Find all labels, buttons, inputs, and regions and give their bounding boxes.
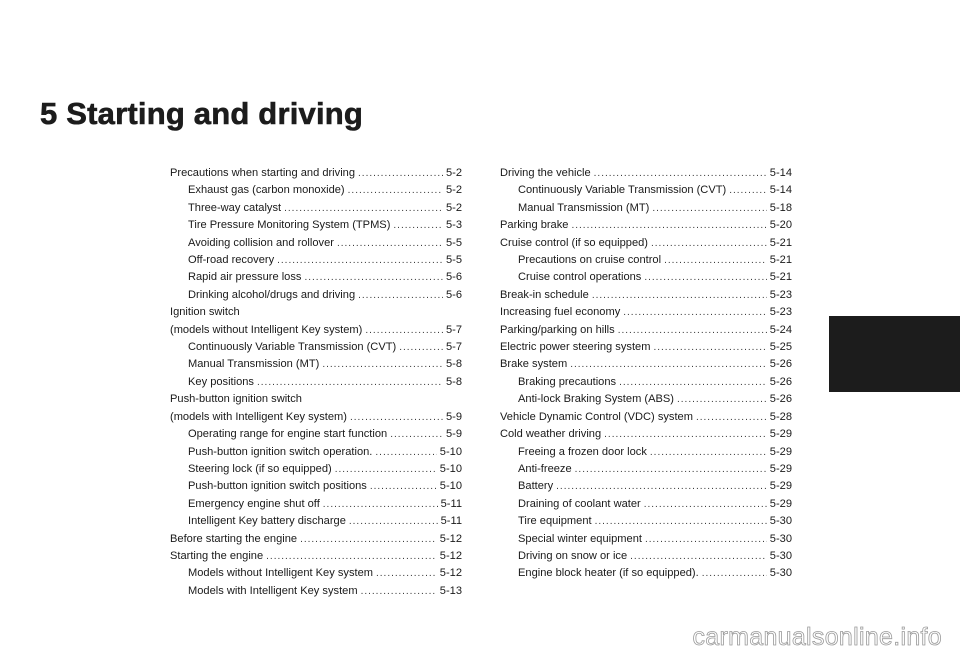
toc-leader-dots [300,531,437,548]
toc-leader-dots [349,513,438,530]
toc-entry-label: Three-way catalyst [188,201,282,214]
toc-page-number: 5-14 [769,167,792,179]
toc-page-number: 5-29 [769,480,792,493]
toc-leader-dots [257,374,443,391]
toc-subentry[interactable] [170,496,462,513]
toc-page-number: 5-10 [439,480,462,493]
toc-page-number: 5-5 [445,254,462,267]
toc-page-number: 5-11 [440,515,462,528]
toc-entry-label: Drinking alcohol/drugs and driving [188,288,356,301]
toc-page-number: 5-23 [769,288,792,301]
toc-leader-dots [630,548,767,565]
toc-entry-label: Cold weather driving [500,428,602,441]
toc-entry-label: Precautions when starting and driving [170,167,356,179]
toc-entry-label: Manual Transmission (MT) [518,201,650,214]
toc-page-number: 5-9 [445,428,462,441]
toc-entry-label: Steering lock (if so equipped) [188,462,332,475]
toc-subentry[interactable] [170,200,462,217]
toc-subentry[interactable] [500,513,792,530]
toc-subentry[interactable] [500,252,792,269]
toc-leader-dots [348,182,443,199]
toc-page-number: 5-26 [769,393,792,406]
toc-leader-dots [375,444,436,461]
toc-entry[interactable] [500,426,792,443]
toc-leader-dots [653,339,766,356]
toc-leader-dots [664,252,767,269]
toc-entry[interactable] [500,235,792,252]
toc-entry-label: Tire equipment [518,515,592,528]
toc-leader-dots [335,461,437,478]
toc-entry[interactable] [500,304,792,321]
toc-entry-label: Driving on snow or ice [518,549,628,562]
toc-leader-dots [399,339,443,356]
toc-subentry[interactable] [500,548,792,565]
toc-page-number: 5-6 [445,288,462,301]
toc-subentry[interactable] [170,269,462,286]
toc-leader-dots [376,565,437,582]
toc-entry-label: Intelligent Key battery discharge [188,515,346,528]
toc-leader-dots [358,165,443,182]
toc-subentry[interactable] [170,374,462,391]
toc-page-number: 5-12 [439,532,462,545]
toc-leader-dots [350,409,443,426]
toc-subentry[interactable] [500,200,792,217]
toc-leader-dots [575,461,767,478]
toc-leader-dots [393,217,443,234]
toc-subentry[interactable] [500,444,792,461]
toc-subentry[interactable] [500,565,792,582]
toc-page-number: 5-2 [445,201,462,214]
toc-entry-label: Precautions on cruise control [518,254,662,267]
toc-leader-dots [556,478,767,495]
toc-leader-dots [277,252,443,269]
toc-entry-label: Braking precautions [518,375,617,388]
toc-entry-label: Continuously Variable Transmission (CVT) [188,341,397,354]
toc-page-number: 5-10 [439,462,462,475]
toc-subentry[interactable] [170,252,462,269]
toc-entry-label: Push-button ignition switch positions [188,480,367,493]
toc-leader-dots [571,217,766,234]
toc-subentry[interactable] [500,374,792,391]
toc-page-number: 5-21 [769,254,792,267]
toc-page-number: 5-26 [769,375,792,388]
toc-leader-dots [595,513,767,530]
toc-entry[interactable] [170,548,462,565]
toc-entry-label: Electric power steering system [500,341,651,354]
toc-leader-dots [696,409,767,426]
toc-entry-label: Operating range for engine start function [188,428,388,441]
toc-page-number: 5-30 [769,549,792,562]
toc-entry-label: Draining of coolant water [518,497,641,510]
toc-subentry[interactable] [170,426,462,443]
watermark: carmanualsonline.info [692,623,942,651]
toc-page-number: 5-30 [769,567,792,580]
toc-page-number: 5-20 [769,219,792,232]
toc-page-number: 5-11 [440,497,462,510]
toc-page-number: 5-21 [769,236,792,249]
toc-entry-label: Cruise control (if so equipped) [500,236,648,249]
toc-leader-dots [604,426,767,443]
toc-subentry[interactable] [170,356,462,373]
toc-entry-label: Cruise control operations [518,271,642,284]
toc-subentry[interactable] [170,287,462,304]
toc-page-number: 5-3 [445,219,462,232]
toc-entry[interactable] [500,356,792,373]
toc-subentry[interactable] [170,182,462,199]
toc-subentry[interactable] [170,444,462,461]
toc-entry-label: Anti-lock Braking System (ABS) [518,393,674,406]
toc-page-number: 5-21 [769,271,792,284]
toc-entry-label: Vehicle Dynamic Control (VDC) system [500,410,693,423]
toc-page-number: 5-25 [769,341,792,354]
toc-page-number: 5-2 [445,184,462,197]
toc-subentry[interactable] [170,217,462,234]
toc-entry-label: Models without Intelligent Key system [188,567,373,580]
toc-page-number: 5-12 [439,567,462,580]
toc-subentry[interactable] [170,235,462,252]
toc-leader-dots [284,200,443,217]
toc-entry-label: Increasing fuel economy [500,306,621,319]
toc-entry-label: Driving the vehicle [500,167,591,179]
toc-leader-dots [361,583,437,600]
toc-entry-label: (models without Intelligent Key system) [170,323,363,336]
toc-entry[interactable] [500,322,792,339]
toc-column-right [500,165,792,583]
chapter-tab [829,316,960,392]
toc-page-number: 5-6 [445,271,462,284]
toc-subentry[interactable] [170,461,462,478]
toc-subentry[interactable] [170,565,462,582]
toc-entry-label: Engine block heater (if so equipped). [518,567,699,580]
toc-entry[interactable] [170,531,462,548]
toc-entry-label: Off-road recovery [188,254,275,267]
toc-entry-label: Rapid air pressure loss [188,271,302,284]
toc-entry-label: Continuously Variable Transmission (CVT) [518,184,727,197]
toc-page-number: 5-7 [445,323,462,336]
toc-subentry[interactable] [500,461,792,478]
toc-page-number: 5-29 [769,497,792,510]
toc-entry-label: Parking brake [500,219,569,232]
toc-entry-label: Key positions [188,375,254,388]
toc-leader-dots [592,287,767,304]
toc-leader-dots [594,165,767,182]
toc-entry[interactable] [500,409,792,426]
toc-leader-dots [645,531,767,548]
toc-page-number: 5-30 [769,532,792,545]
toc-subentry[interactable] [500,391,792,408]
toc-subentry[interactable] [500,496,792,513]
toc-page-number: 5-23 [769,306,792,319]
toc-page-number: 5-12 [439,549,462,562]
toc-entry[interactable] [170,322,462,339]
toc-page-number: 5-13 [439,584,462,597]
toc-leader-dots [652,200,766,217]
toc-entry-label: Manual Transmission (MT) [188,358,320,371]
toc-leader-dots [266,548,437,565]
toc-subentry[interactable] [170,583,462,600]
toc-entry-label: Special winter equipment [518,532,642,545]
toc-entry-label: Avoiding collision and rollover [188,236,334,249]
toc-page-number: 5-2 [445,167,462,179]
toc-section-heading: Ignition switch [170,306,240,319]
toc-page-number: 5-29 [769,462,792,475]
toc-leader-dots [304,269,443,286]
toc-leader-dots [677,391,767,408]
toc-entry-label: Models with Intelligent Key system [188,584,358,597]
toc-page-number: 5-26 [769,358,792,371]
toc-page-number: 5-24 [769,323,792,336]
toc-leader-dots [618,322,767,339]
chapter-title: 5 Starting and driving [40,96,364,131]
toc-leader-dots [729,182,767,199]
toc-subentry[interactable] [500,478,792,495]
toc-entry[interactable] [500,287,792,304]
toc-leader-dots [619,374,767,391]
toc-page-number: 5-7 [445,341,462,354]
toc-section-heading: Push-button ignition switch [170,393,302,406]
toc-entry[interactable] [170,165,462,182]
toc-leader-dots [370,478,437,495]
toc-column-left [170,165,462,600]
toc-subentry[interactable] [500,269,792,286]
toc-leader-dots [358,287,443,304]
toc-page-number: 5-8 [445,375,462,388]
toc-entry-label: Tire Pressure Monitoring System (TPMS) [188,219,391,232]
toc-entry[interactable] [170,409,462,426]
toc-entry-label: Starting the engine [170,549,264,562]
toc-page-number: 5-10 [439,445,462,458]
toc-subentry[interactable] [170,513,462,530]
toc-page-number: 5-29 [769,445,792,458]
toc-leader-dots [644,269,766,286]
toc-leader-dots [623,304,767,321]
toc-page-number: 5-18 [769,201,792,214]
toc-leader-dots [651,235,767,252]
toc-leader-dots [337,235,443,252]
toc-subentry[interactable] [500,182,792,199]
toc-page-number: 5-30 [769,515,792,528]
toc-entry-label: Exhaust gas (carbon monoxide) [188,184,345,197]
toc-page-number: 5-28 [769,410,792,423]
toc-entry-label: Brake system [500,358,568,371]
toc-page-number: 5-9 [445,410,462,423]
toc-entry-label: Battery [518,480,554,493]
toc-page-number: 5-8 [445,358,462,371]
toc-entry-label: (models with Intelligent Key system) [170,410,347,423]
toc-leader-dots [644,496,767,513]
toc-subentry[interactable] [500,531,792,548]
toc-leader-dots [702,565,767,582]
toc-page-number: 5-14 [769,184,792,197]
toc-entry[interactable] [500,339,792,356]
toc-entry-label: Emergency engine shut off [188,497,320,510]
toc-leader-dots [570,356,767,373]
toc-page-number: 5-5 [445,236,462,249]
toc-leader-dots [390,426,443,443]
toc-entry-label: Break-in schedule [500,288,589,301]
toc-entry[interactable] [500,217,792,234]
toc-page-number: 5-29 [769,428,792,441]
toc-leader-dots [323,496,438,513]
toc-entry-label: Anti-freeze [518,462,572,475]
toc-subentry[interactable] [170,478,462,495]
toc-leader-dots [650,444,767,461]
toc-entry-label: Push-button ignition switch operation. [188,445,373,458]
toc-entry-label: Freeing a frozen door lock [518,445,647,458]
toc-entry[interactable] [500,165,792,182]
toc-leader-dots [322,356,443,373]
toc-leader-dots [365,322,443,339]
toc-entry-label: Before starting the engine [170,532,298,545]
toc-subentry[interactable] [170,339,462,356]
toc-entry-label: Parking/parking on hills [500,323,615,336]
